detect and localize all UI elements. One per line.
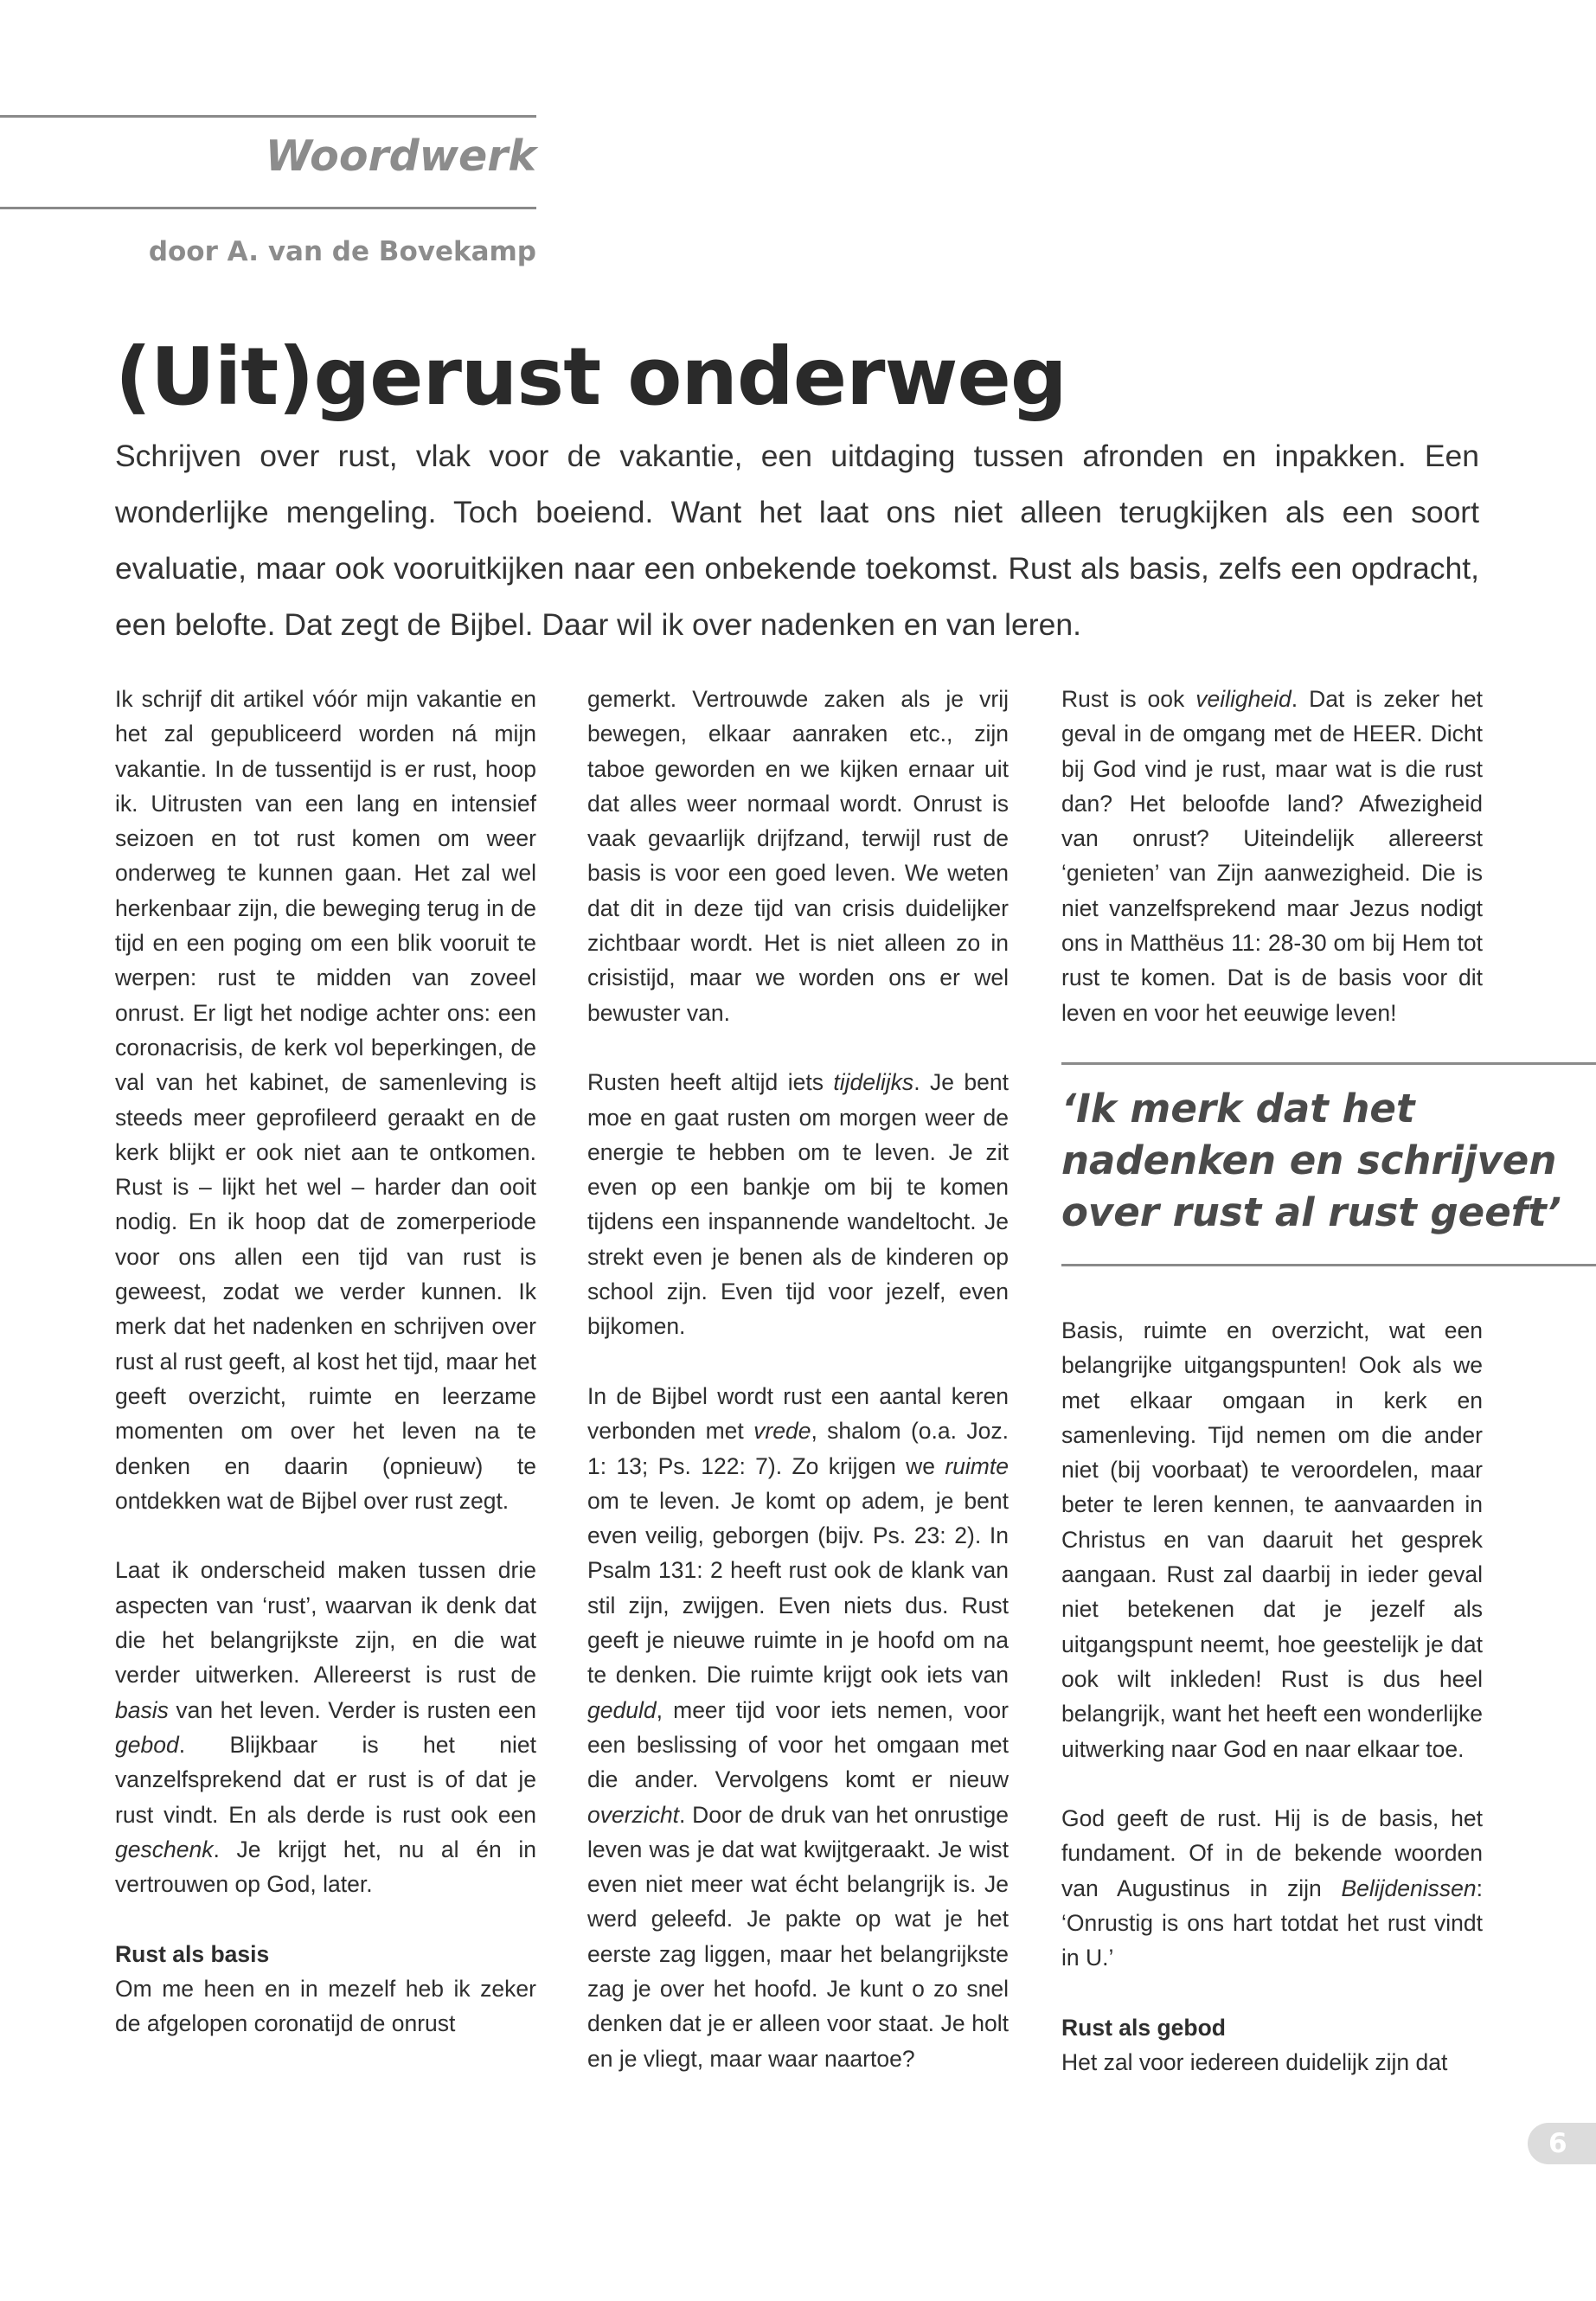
subheading-rust-als-gebod: Rust als gebod [1061,2014,1226,2041]
column-2 [587,682,1009,2076]
page-number: 6 [1548,2128,1567,2159]
column-3-bottom [1061,1313,1483,2080]
pullquote-top-rule [1061,1062,1596,1065]
paragraph: God geeft de rust. Hij is de basis, het fundament. Of in de bekende woorden van Augustinus in zijn Belijdenissen: ‘Onrustig is ons hart totdat het rust vindt in U.’ [1061,1805,1483,1971]
header-top-rule [0,115,536,118]
paragraph: Rusten heeft altijd iets tijdelijks. Je bent moe en gaat rusten om morgen weer de energie te hebben om te leven. Je zit even op een bankje om bij te komen tijdens een inspannende wandeltocht. Je strekt even je benen als de kinderen op school zijn. Even tijd voor jezelf, even bijkomen. [587,1069,1009,1340]
paragraph: Ik schrijf dit artikel vóór mijn vakantie en het zal gepubliceerd worden ná mijn vakantie. In de tussentijd is er rust, hoop ik. Uitrusten van een lang en intensief seizoen en tot rust komen om weer onderweg te kunnen gaan. Het zal wel herkenbaar zijn, die beweging terug in de tijd en een poging om een blik vooruit te werpen: rust te midden van zoveel onrust. Er ligt het nodige achter ons: een coronacrisis, de kerk vol beperkingen, de val van het kabinet, de samenleving is steeds meer geprofileerd geraakt en de kerk blijkt er ook niet aan te ontkomen. Rust is – lijkt het wel – harder dan ooit nodig. En ik hoop dat de zomerperiode voor ons allen een tijd van rust is geweest, zodat we verder kunnen. Ik merk dat het nadenken en schrijven over rust al rust geeft, al kost het tijd, maar het geeft overzicht, ruimte en leerzame momenten om over het leven na te denken en daarin (opnieuw) te ontdekken wat de Bijbel over rust zegt. [115,686,536,1514]
header-bottom-rule [0,207,536,209]
paragraph: Het zal voor iedereen duidelijk zijn dat [1061,2049,1448,2076]
article-lead: Schrijven over rust, vlak voor de vakantie, een uitdaging tussen afronden en inpakken. Een wonderlijke mengeling. Toch boeiend. Want het laat ons niet alleen terugkijken als een soort evaluatie, maar ook vooruitkijken naar een onbekende toekomst. Rust als basis, zelfs een opdracht, een belofte. Dat zegt de Bijbel. Daar wil ik over nadenken en van leren. [115,439,1479,642]
paragraph: Laat ik onderscheid maken tussen drie aspecten van ‘rust’, waarvan ik denk dat die het belangrijkste zijn, en die wat verder uitwerken. Allereerst is rust de basis van het leven. Verder is rusten een gebod. Blijkbaar is het niet vanzelfsprekend dat er rust is of dat je rust vindt. En als derde is rust ook een geschenk. Je krijgt het, nu al én in vertrouwen op God, later. [115,1557,536,1898]
pullquote: ‘Ik merk dat het nadenken en schrijven over rust al rust geeft’ [1061,1086,1561,1235]
page-number-badge [1528,2123,1596,2164]
paragraph: Rust is ook veiligheid. Dat is zeker het geval in de omgang met de HEER. Dicht bij God vind je rust, maar wat is die rust dan? Het beloofde land? Afwezigheid van onrust? Uiteindelijk allereerst ‘genieten’ van Zijn aanwezigheid. Die is niet vanzelfsprekend maar Jezus nodigt ons in Matthëus 11: 28-30 om bij Hem tot rust te komen. Dat is de basis voor dit leven en voor het eeuwige leven! [1061,686,1483,1026]
column-1 [115,682,536,2041]
paragraph: Om me heen en in mezelf heb ik zeker de afgelopen coronatijd de onrust [115,1975,536,2037]
article-title: (Uit)gerust onderweg [115,330,1067,423]
paragraph: Basis, ruimte en overzicht, wat een belangrijke uitgangspunten! Ook als we met elkaar omgaan in kerk en samenleving. Tijd nemen om die ander niet (bij voorbaat) te veroordelen, maar beter te leren kennen, te aanvaarden in Christus en van daaruit het gesprek aangaan. Rust zal daarbij in ieder geval niet betekenen dat je jezelf als uitgangspunt neemt, hoe geestelijk je dat ook wilt inkleden! Rust is dus heel belangrijk, want het heeft een wonderlijke uitwerking naar God en naar elkaar toe. [1061,1317,1483,1762]
column-3-top [1061,682,1483,1030]
section-label: Woordwerk [265,131,536,181]
paragraph: gemerkt. Vertrouwde zaken als je vrij bewegen, elkaar aanraken etc., zijn taboe geworden en we kijken ernaar uit dat alles weer normaal wordt. Onrust is vaak gevaarlijk drijfzand, terwijl rust de basis is voor een goed leven. We weten dat dit in deze tijd van crisis duidelijker zichtbaar wordt. Het is niet alleen zo in crisistijd, maar we worden ons er wel bewuster van. [587,686,1009,1026]
pullquote-bottom-rule [1061,1264,1596,1266]
subheading-rust-als-basis: Rust als basis [115,1940,270,1967]
paragraph: In de Bijbel wordt rust een aantal keren verbonden met vrede, shalom (o.a. Joz. 1: 13; Ps. 122: 7). Zo krijgen we ruimte om te leven. Je komt op adem, je bent even veilig, geborgen (bijv. Ps. 23: 2). In Psalm 131: 2 heeft rust ook de klank van stil zijn, zwijgen. Even niets dus. Rust geeft je nieuwe ruimte in je hoofd om na te denken. Die ruimte krijgt ook iets van geduld, meer tijd voor iets nemen, voor een beslissing of voor het omgaan met die ander. Vervolgens komt er nieuw overzicht. Door de druk van het onrustige leven was je dat wat kwijtgeraakt. Je wist even niet meer wat écht belangrijk is. Je werd geleefd. Je pakte op wat je het eerste zag liggen, maar het belangrijkste zag je over het hoofd. Je kunt o zo snel denken dat je er alleen voor staat. Je holt en je vliegt, maar waar naartoe? [587,1382,1009,2072]
byline: door A. van de Bovekamp [148,236,536,267]
